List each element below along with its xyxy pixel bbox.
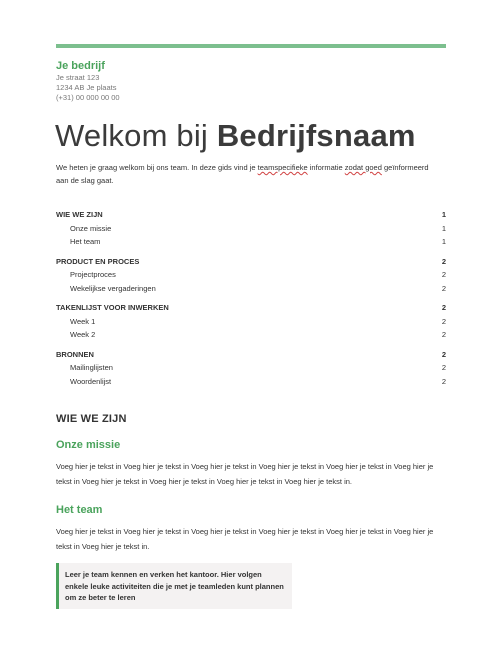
team-text: Voeg hier je tekst in Voeg hier je tekst in Voeg hier je tekst in Voeg hier je tekst in Voeg hier je tekst in Voeg hier je tekst in Voeg hier je tekst in. — [56, 527, 434, 551]
toc-entry-row[interactable] — [56, 315, 446, 329]
toc-label: WIE WE ZIJN — [56, 210, 103, 219]
mission-heading: Onze missie — [56, 439, 121, 451]
section-heading: WIE WE ZIJN — [56, 413, 127, 425]
toc-page-number: 2 — [441, 303, 446, 312]
toc-entry-row[interactable] — [56, 222, 446, 236]
toc-page-number: 2 — [441, 283, 446, 293]
title-light: Welkom bij — [55, 118, 217, 153]
toc-entry-row[interactable] — [56, 328, 446, 342]
team-heading: Het team — [56, 504, 103, 516]
toc-section-row[interactable] — [56, 208, 446, 222]
company-name: Je bedrijf — [56, 60, 105, 72]
toc-section-row[interactable] — [56, 255, 446, 269]
toc-label: Projectproces — [70, 270, 116, 279]
table-of-contents — [56, 208, 446, 388]
title-bold: Bedrijfsnaam — [216, 118, 416, 153]
toc-page-number: 2 — [441, 330, 446, 339]
toc-entry-row[interactable] — [56, 235, 446, 249]
mission-text: Voeg hier je tekst in Voeg hier je tekst in Voeg hier je tekst in Voeg hier je tekst in Voeg hier je tekst in Voeg hier je tekst in Voeg hier je tekst in Voeg hier je tekst in Voeg hier je tekst in Voeg hier je tekst in. — [56, 462, 434, 486]
toc-entry-row[interactable] — [56, 361, 446, 375]
toc-page-number: 1 — [441, 237, 446, 246]
company-block — [56, 60, 120, 103]
toc-label: Wekelijkse vergaderingen — [70, 283, 156, 293]
intro-flagged-word-2: zodat goed — [344, 163, 382, 172]
toc-page-number: 1 — [441, 223, 446, 233]
toc-label: BRONNEN — [56, 349, 94, 359]
toc-page-number: 2 — [441, 376, 446, 386]
top-accent-bar — [56, 44, 446, 48]
callout-box — [56, 563, 292, 609]
toc-section-row[interactable] — [56, 301, 446, 315]
toc-entry-row[interactable] — [56, 282, 446, 296]
intro-part-1: We heten je graag welkom bij ons team. In deze gids vind je — [56, 163, 258, 172]
toc-label: Woordenlijst — [70, 376, 112, 386]
page-title — [55, 118, 416, 154]
intro-paragraph — [56, 162, 440, 187]
company-street: Je straat 123 — [56, 73, 100, 82]
toc-label: TAKENLIJST VOOR INWERKEN — [56, 303, 169, 312]
intro-flagged-word-1: teamspecifieke — [257, 163, 308, 172]
toc-page-number: 2 — [441, 363, 446, 372]
toc-page-number: 2 — [441, 349, 446, 359]
toc-entry-row[interactable] — [56, 268, 446, 282]
callout-text: Leer je team kennen en verken het kantoor. Hier volgen enkele leuke activiteiten die je met je teamleden kunt plannen om ze beter te leren — [65, 570, 284, 602]
toc-page-number: 2 — [441, 270, 446, 279]
toc-label: PRODUCT EN PROCES — [56, 256, 140, 266]
toc-label: Week 2 — [70, 330, 96, 339]
toc-page-number: 1 — [441, 210, 446, 219]
intro-part-2: informatie — [307, 163, 345, 172]
toc-label: Het team — [70, 237, 101, 246]
company-phone: (+31) 00 000 00 00 — [56, 93, 120, 102]
toc-section-row[interactable] — [56, 348, 446, 362]
toc-page-number: 2 — [441, 256, 446, 266]
toc-entry-row[interactable] — [56, 375, 446, 389]
company-city: 1234 AB Je plaats — [56, 83, 117, 92]
toc-label: Mailinglijsten — [70, 363, 113, 372]
intro-part-3: geïnformeerd aan de slag gaat. — [56, 163, 429, 185]
toc-label: Week 1 — [70, 316, 96, 326]
toc-page-number: 2 — [441, 316, 446, 326]
toc-label: Onze missie — [70, 223, 112, 233]
